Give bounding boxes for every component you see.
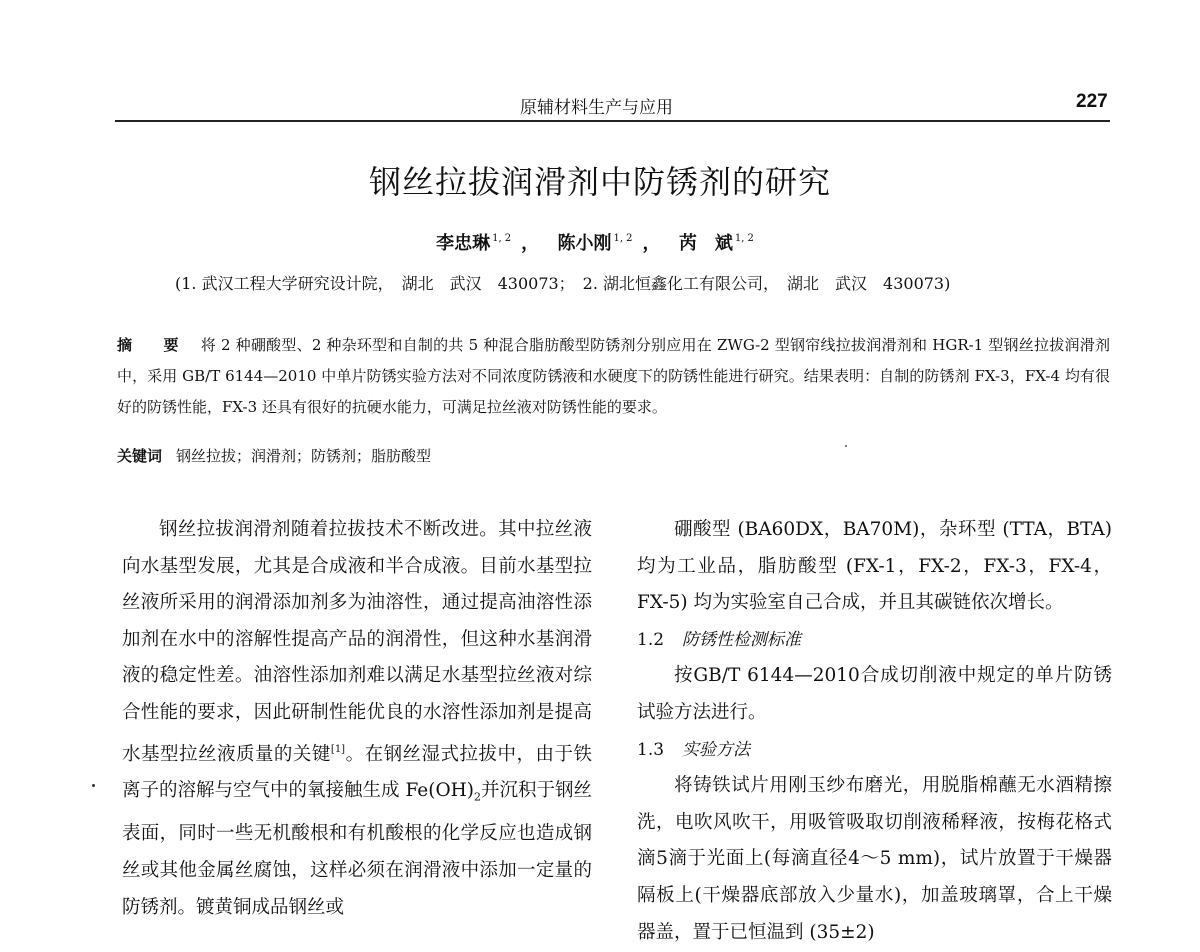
- section-number: 1.2: [637, 629, 665, 650]
- article-title: 钢丝拉拔润滑剂中防锈剂的研究: [368, 163, 831, 201]
- left-column: [122, 512, 592, 926]
- citation-reference: [1]: [330, 743, 346, 755]
- subscript: 2: [473, 790, 481, 804]
- author-name: 芮 斌: [678, 233, 733, 254]
- right-column: [637, 512, 1112, 951]
- author-name: 陈小刚: [557, 233, 612, 254]
- body-text: 并沉积于钢丝表面，同时一些无机酸根和有机酸根的化学反应也造成钢丝或其他金属丝腐蚀，这样必须在润滑液中添加一定量的防锈剂。镀黄铜成品钢丝或: [122, 780, 592, 918]
- keywords: [117, 445, 431, 466]
- scan-speck: [845, 445, 847, 447]
- running-header-title: 原辅材料生产与应用: [520, 98, 673, 118]
- keywords-text: 钢丝拉拔；润滑剂；防锈剂；脂肪酸型: [176, 447, 432, 465]
- author-affiliation-mark: 1, 2: [613, 233, 633, 244]
- author-separator: ，: [521, 233, 540, 254]
- section-heading: [637, 622, 1112, 659]
- author-separator: ，: [642, 233, 661, 254]
- body-text: 。在钢丝湿式拉拔中，由于铁离子的溶解与空气中的氧接触生成 Fe(OH): [122, 743, 592, 802]
- section-title: 防锈性检测标准: [682, 629, 802, 650]
- body-text: 钢丝拉拔润滑剂随着拉拔技术不断改进。其中拉丝液向水基型发展，尤其是合成液和半合成液。目前水基型拉丝液所采用的润滑添加剂多为油溶性，通过提高油溶性添加剂在水中的溶解性提高产品的润滑性，但这种水基润滑液的稳定性差。油溶性添加剂难以满足水基型拉丝液对综合性能的要求，因此研制性能优良的水溶性添加剂是提高水基型拉丝液质量的关键: [122, 519, 592, 765]
- body-paragraph: 硼酸型 (BA60DX，BA70M)，杂环型 (TTA，BTA) 均为工业品，脂肪酸型 (FX-1，FX-2，FX-3，FX-4，FX-5) 均为实验室自己合成，并且其碳链依次增长。: [637, 519, 1112, 614]
- abstract: [117, 330, 1110, 423]
- body-paragraph: 将铸铁试片用刚玉纱布磨光，用脱脂棉蘸无水酒精擦洗，电吹风吹干，用吸管吸取切削液稀释液，按梅花格式滴5滴于光面上(每滴直径4～5 mm)，试片放置于干燥器隔板上(干燥器底部放入少量水)，加盖玻璃罩，合上干燥器盖，置于已恒温到 (35±2): [637, 775, 1112, 943]
- abstract-label: 摘 要: [117, 336, 187, 354]
- keywords-label: 关键词: [117, 447, 163, 465]
- header-rule: [115, 120, 1110, 122]
- author-list: [0, 229, 1200, 255]
- body-paragraph: [122, 512, 592, 926]
- author-name: 李忠琳: [436, 233, 491, 254]
- page-number: 227: [1076, 91, 1108, 112]
- section-heading: [637, 732, 1112, 769]
- abstract-text: 将 2 种硼酸型、2 种杂环型和自制的共 5 种混合脂肪酸型防锈剂分别应用在 ZWG-2 型钢帘线拉拔润滑剂和 HGR-1 型钢丝拉拔润滑剂中，采用 GB/T 6144—2010 中单片防锈实验方法对不同浓度防锈液和水硬度下的防锈性能进行研究。结果表明：自制的防锈剂 FX-3，FX-4 均有很好的防锈性能，FX-3 还具有很好的抗硬水能力，可满足拉丝液对防锈性能的要求。: [117, 336, 1110, 416]
- body-paragraph: 按GB/T 6144—2010合成切削液中规定的单片防锈试验方法进行。: [637, 665, 1112, 723]
- author-affiliation-mark: 1, 2: [734, 233, 754, 244]
- scan-speck: [92, 784, 95, 787]
- affiliation-line: (1. 武汉工程大学研究设计院， 湖北 武汉 430073； 2. 湖北恒鑫化工有限公司， 湖北 武汉 430073): [175, 274, 951, 293]
- section-number: 1.3: [637, 739, 665, 760]
- author-affiliation-mark: 1, 2: [492, 233, 512, 244]
- section-title: 实验方法: [682, 739, 751, 760]
